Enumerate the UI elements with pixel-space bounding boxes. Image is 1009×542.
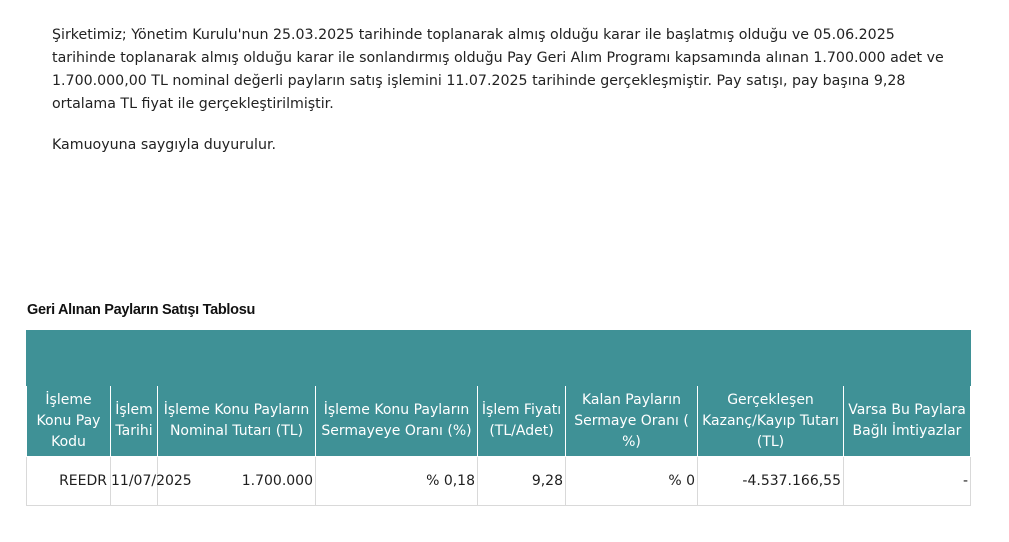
header-pay-kodu: İşleme Konu Pay Kodu	[27, 386, 111, 457]
header-sermaye-orani: İşleme Konu Payların Sermayeye Oranı (%)	[316, 386, 478, 457]
header-nominal-tutar: İşleme Konu Payların Nominal Tutarı (TL)	[158, 386, 316, 457]
cell-kalan-sermaye-orani: % 0	[566, 457, 698, 506]
cell-imtiyazlar: -	[844, 457, 971, 506]
header-islem-fiyati: İşlem Fiyatı (TL/Adet)	[478, 386, 566, 457]
announcement-paragraph: Şirketimiz; Yönetim Kurulu'nun 25.03.2025 tarihinde toplanarak almış olduğu karar ile başlatmış olduğu ve 05.06.2025 tarihinde toplanarak almış olduğu karar ile sonlandırmış olduğu Pay Geri Alım Programı kapsamında alınan 1.700.000 adet ve 1.700.000,00 TL nominal değerli payların satış işlemini 11.07.2025 tarihinde gerçekleşmiştir. Pay satışı, pay başına 9,28 ortalama TL fiyat ile gerçekleştirilmiştir.	[52, 27, 944, 112]
cell-sermaye-orani: % 0,18	[316, 457, 478, 506]
header-kazanc-kayip: Gerçekleşen Kazanç/Kayıp Tutarı (TL)	[698, 386, 844, 457]
table-title: Geri Alınan Payların Satışı Tablosu	[27, 302, 256, 318]
table-row	[27, 457, 971, 506]
header-kalan-sermaye-orani: Kalan Payların Sermaye Oranı ( %)	[566, 386, 698, 457]
cell-nominal-tutar: 1.700.000	[158, 457, 316, 506]
cell-islem-fiyati: 9,28	[478, 457, 566, 506]
header-imtiyazlar: Varsa Bu Paylara Bağlı İmtiyazlar	[844, 386, 971, 457]
share-sale-table	[26, 330, 970, 506]
header-islem-tarihi: İşlem Tarihi	[111, 386, 158, 457]
table-header-band	[27, 331, 971, 386]
closing-text: Kamuoyuna saygıyla duyurulur.	[52, 137, 276, 153]
cell-kazanc-kayip: -4.537.166,55	[698, 457, 844, 506]
table-header-row	[27, 386, 971, 457]
cell-pay-kodu: REEDR	[27, 457, 111, 506]
cell-islem-tarihi: 11/07/2025	[111, 457, 158, 506]
